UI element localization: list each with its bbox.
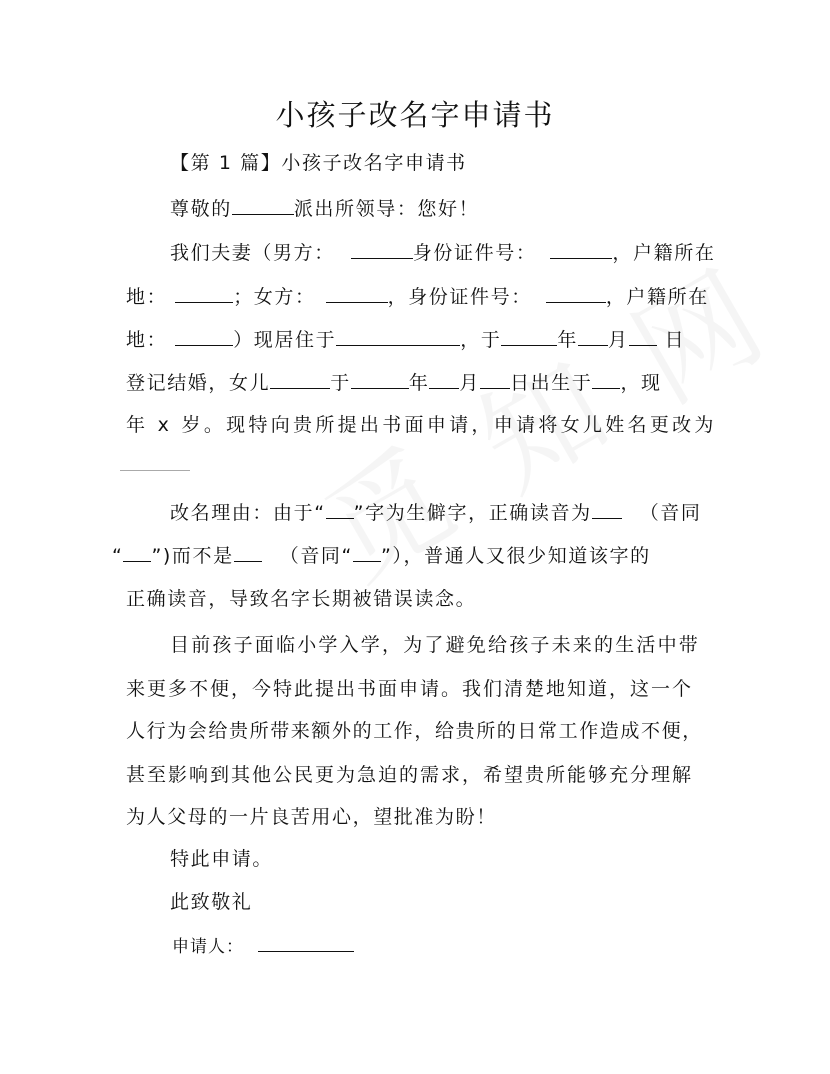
- applicant-line: 申请人：: [172, 933, 354, 960]
- paragraph-1-line-4: 登记结婚，女儿 于 年 月 日出生于 ，现: [126, 372, 662, 394]
- blank-new-name: [120, 470, 190, 471]
- paragraph-3-line-3: 人行为会给贵所带来额外的工作，给贵所的日常工作造成不便，: [126, 720, 703, 742]
- paragraph-2-line-1: 改名理由：由于“ ”字为生僻字，正确读音为 （音同: [170, 502, 702, 524]
- document-title: 小孩子改名字申请书: [275, 98, 555, 132]
- paragraph-3-line-2: 来更多不便，今特此提出书面申请。我们清楚地知道，这一个: [126, 678, 694, 700]
- paragraph-3-line-4: 甚至影响到其他公民更为急迫的需求，希望贵所能够充分理解: [126, 764, 694, 786]
- paragraph-3-line-1: 目前孩子面临小学入学，为了避免给孩子未来的生活中带: [170, 634, 701, 656]
- greeting: 尊敬的 派出所领导：您好！: [170, 198, 480, 220]
- paragraph-1-line-3: 地： ）现居住于 ，于 年 月 日: [126, 329, 686, 351]
- closing-request: 特此申请。: [170, 848, 274, 870]
- closing-salutation: 此致敬礼: [170, 891, 253, 913]
- blank-field: [232, 196, 294, 215]
- paragraph-2-line-3: 正确读音，导致名字长期被错误读念。: [126, 588, 477, 610]
- subtitle: 【第 1 篇】小孩子改名字申请书: [170, 152, 467, 174]
- paragraph-2-line-2: “ ”)而不是 （音同“ ”），普通人又很少知道该字的: [112, 545, 651, 567]
- paragraph-1-line-1: 我们夫妻（男方： 身份证件号： ，户籍所在: [170, 242, 716, 264]
- paragraph-3-line-5: 为人父母的一片良苦用心，望批准为盼！: [126, 806, 497, 828]
- paragraph-1-line-2: 地： ；女方： ，身份证件号： ，户籍所在: [126, 286, 709, 308]
- paragraph-1-line-5: 年 x 岁。现特向贵所提出书面申请，申请将女儿姓名更改为: [126, 414, 717, 436]
- applicant-signature-blank: [258, 933, 354, 952]
